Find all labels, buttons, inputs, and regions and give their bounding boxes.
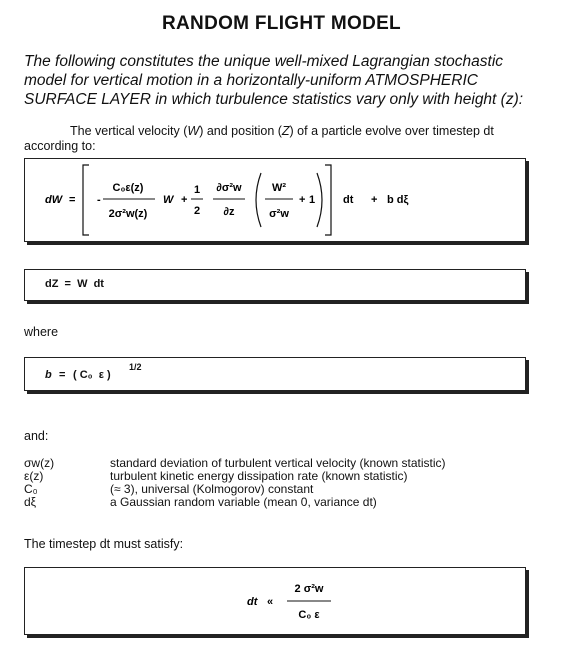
- dt-den: C₀ ε: [298, 609, 320, 621]
- dw-w: W: [163, 194, 174, 206]
- definition-text: (≈ 3), universal (Kolmogorov) constant: [110, 482, 314, 496]
- b-exponent: 1/2: [129, 362, 142, 372]
- equation-dw-box: [24, 158, 526, 242]
- definition-symbol: ε(z): [24, 469, 44, 483]
- where-label: where: [24, 325, 59, 339]
- dw-plus2: +: [371, 194, 378, 206]
- dw-half-den: 2: [193, 205, 201, 217]
- and-label: and:: [24, 429, 49, 443]
- para-w: W: [187, 124, 200, 138]
- dw-half-num: 1: [193, 184, 201, 196]
- dt-relation: «: [267, 596, 274, 608]
- left-bracket: [83, 165, 89, 235]
- definition-item: [24, 496, 544, 509]
- dw-frac1-num: C₀ε(z): [112, 182, 144, 194]
- equation-dw: [25, 159, 525, 241]
- equation-dz-box: [24, 269, 526, 301]
- dw-plus1: +: [181, 194, 188, 206]
- dw-equals: =: [69, 194, 76, 206]
- equation-b-box: [24, 357, 526, 391]
- dw-sig2: σ²w: [269, 208, 289, 220]
- definition-symbol: C₀: [24, 482, 38, 496]
- dw-frac1-den: 2σ²w(z): [108, 208, 148, 220]
- b-lhs: b: [45, 369, 52, 381]
- dw-minus: -: [97, 194, 101, 206]
- equation-dt: [25, 568, 525, 634]
- para-mid: ) and position (: [199, 124, 282, 138]
- equation-dt-box: [24, 567, 526, 635]
- satisfy-label: The timestep dt must satisfy:: [24, 537, 184, 551]
- dw-w2: W²: [271, 182, 287, 194]
- dw-dsig-num: ∂σ²w: [216, 182, 242, 194]
- left-paren: [256, 173, 261, 227]
- dw-dt: dt: [343, 194, 354, 206]
- page-title: RANDOM FLIGHT MODEL: [162, 13, 401, 34]
- dt-lhs: dt: [247, 596, 258, 608]
- para-pre: The vertical velocity (: [70, 124, 188, 138]
- velocity-paragraph: [24, 124, 544, 154]
- b-equals: =: [59, 369, 66, 381]
- definition-text: turbulent kinetic energy dissipation rate (known statistic): [110, 469, 408, 483]
- dw-dsig-den: ∂z: [223, 206, 235, 218]
- para-z: Z: [281, 124, 290, 138]
- definition-text: a Gaussian random variable (mean 0, variance dt): [110, 495, 377, 509]
- dw-lhs: dW: [45, 194, 63, 206]
- intro-paragraph: The following constitutes the unique well-mixed Lagrangian stochastic model for vertical motion in a horizontally-uniform ATMOSPHERIC SURFACE LAYER in which turbulence statistics vary only with height (z):: [24, 53, 524, 108]
- dt-num: 2 σ²w: [294, 583, 324, 595]
- right-paren: [317, 173, 322, 227]
- definition-symbol: dξ: [24, 495, 37, 509]
- definition-symbol: σw(z): [24, 456, 55, 470]
- equation-dz: dZ = W dt: [45, 278, 104, 290]
- dw-plus-inner: +: [299, 194, 306, 206]
- b-body: ( C₀ ε ): [73, 369, 111, 381]
- definitions-list: [24, 457, 544, 509]
- right-bracket: [325, 165, 331, 235]
- para-post: ) of a particle evolve over timestep dt according to:: [24, 124, 494, 153]
- definition-text: standard deviation of turbulent vertical velocity (known statistic): [110, 456, 446, 470]
- dw-one: 1: [309, 194, 316, 206]
- dw-b-dxi: b dξ: [387, 194, 409, 206]
